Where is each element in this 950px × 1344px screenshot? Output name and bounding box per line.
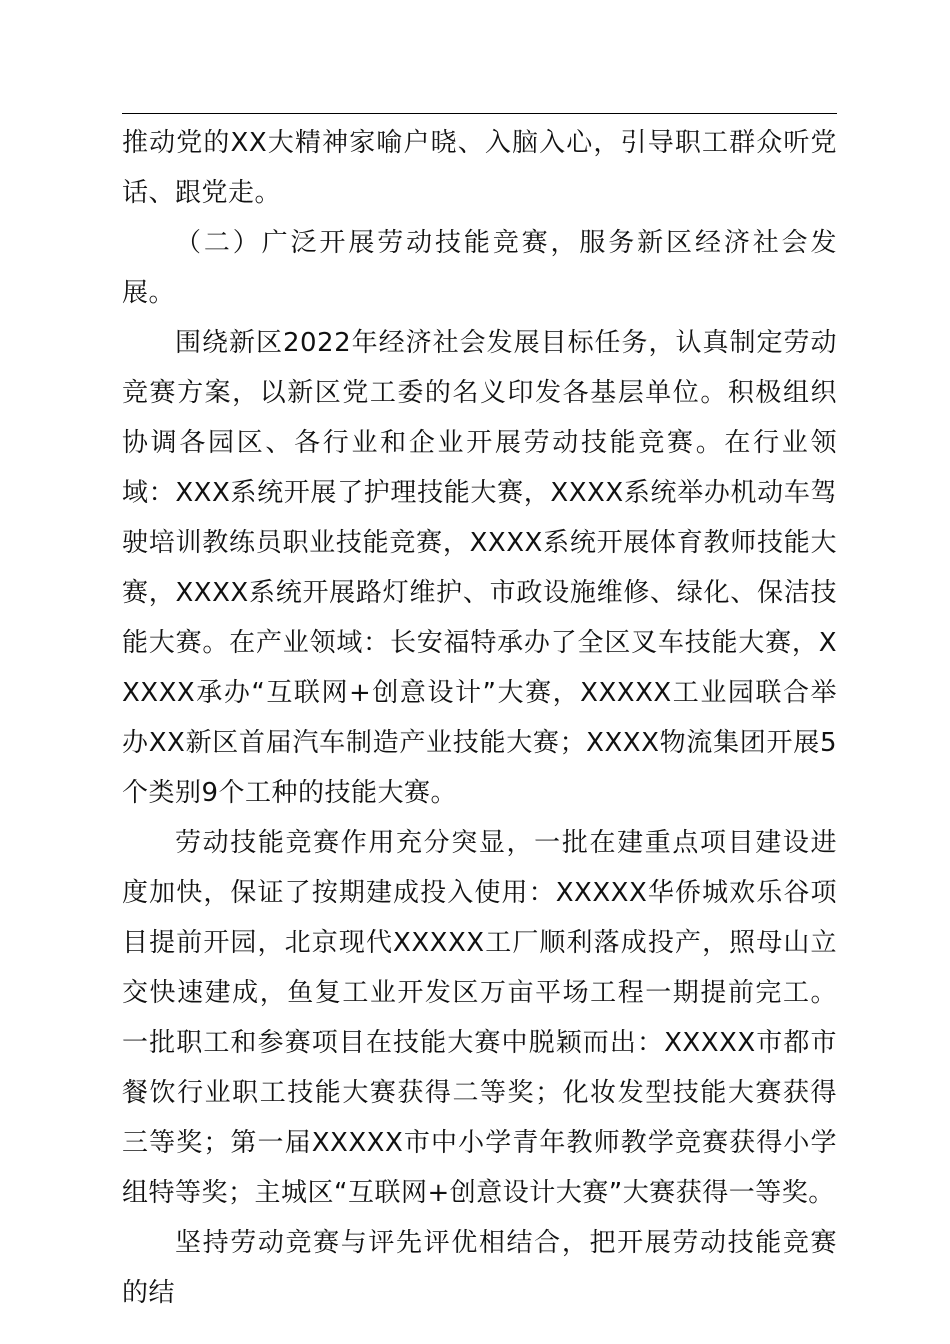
paragraph-competition-plan: 围绕新区2022年经济社会发展目标任务，认真制定劳动竞赛方案，以新区党工委的名义印发各基层单位。积极组织协调各园区、各行业和企业开展劳动技能竞赛。在行业领域：XXX系统开展了护理技能大赛，XXXX系统举办机动车驾驶培训教练员职业技能竞赛，XXXX系统开展体育教师技能大赛，XXXX系统开展路灯维护、市政设施维修、绿化、保洁技能大赛。在产业领域：长安福特承办了全区叉车技能大赛，XXXXX承办“互联网+创意设计”大赛，XXXXX工业园联合举办XX新区首届汽车制造产业技能大赛；XXXX物流集团开展5个类别9个工种的技能大赛。: [122, 328, 837, 808]
paragraph-competition-results: 劳动技能竞赛作用充分突显，一批在建重点项目建设进度加快，保证了按期建成投入使用：XXXXX华侨城欢乐谷项目提前开园，北京现代XXXXX工厂顺利落成投产，照母山立交快速建成，鱼复工业开发区万亩平场工程一期提前完工。一批职工和参赛项目在技能大赛中脱颖而出：XXXXX市都市餐饮行业职工技能大赛获得二等奖；化妆发型技能大赛获得三等奖；第一届XXXXX市中小学青年教师教学竞赛获得小学组特等奖；主城区“互联网+创意设计大赛”大赛获得一等奖。: [122, 828, 837, 1208]
section-heading: （二）广泛开展劳动技能竞赛，服务新区经济社会发展。: [122, 228, 837, 308]
paragraph-evaluation: 坚持劳动竞赛与评先评优相结合，把开展劳动技能竞赛的结: [122, 1228, 837, 1308]
paragraph-continuation: 推动党的XX大精神家喻户晓、入脑入心，引导职工群众听党话、跟党走。: [122, 128, 837, 208]
header-rule: [122, 113, 837, 114]
document-body: [122, 118, 837, 1318]
